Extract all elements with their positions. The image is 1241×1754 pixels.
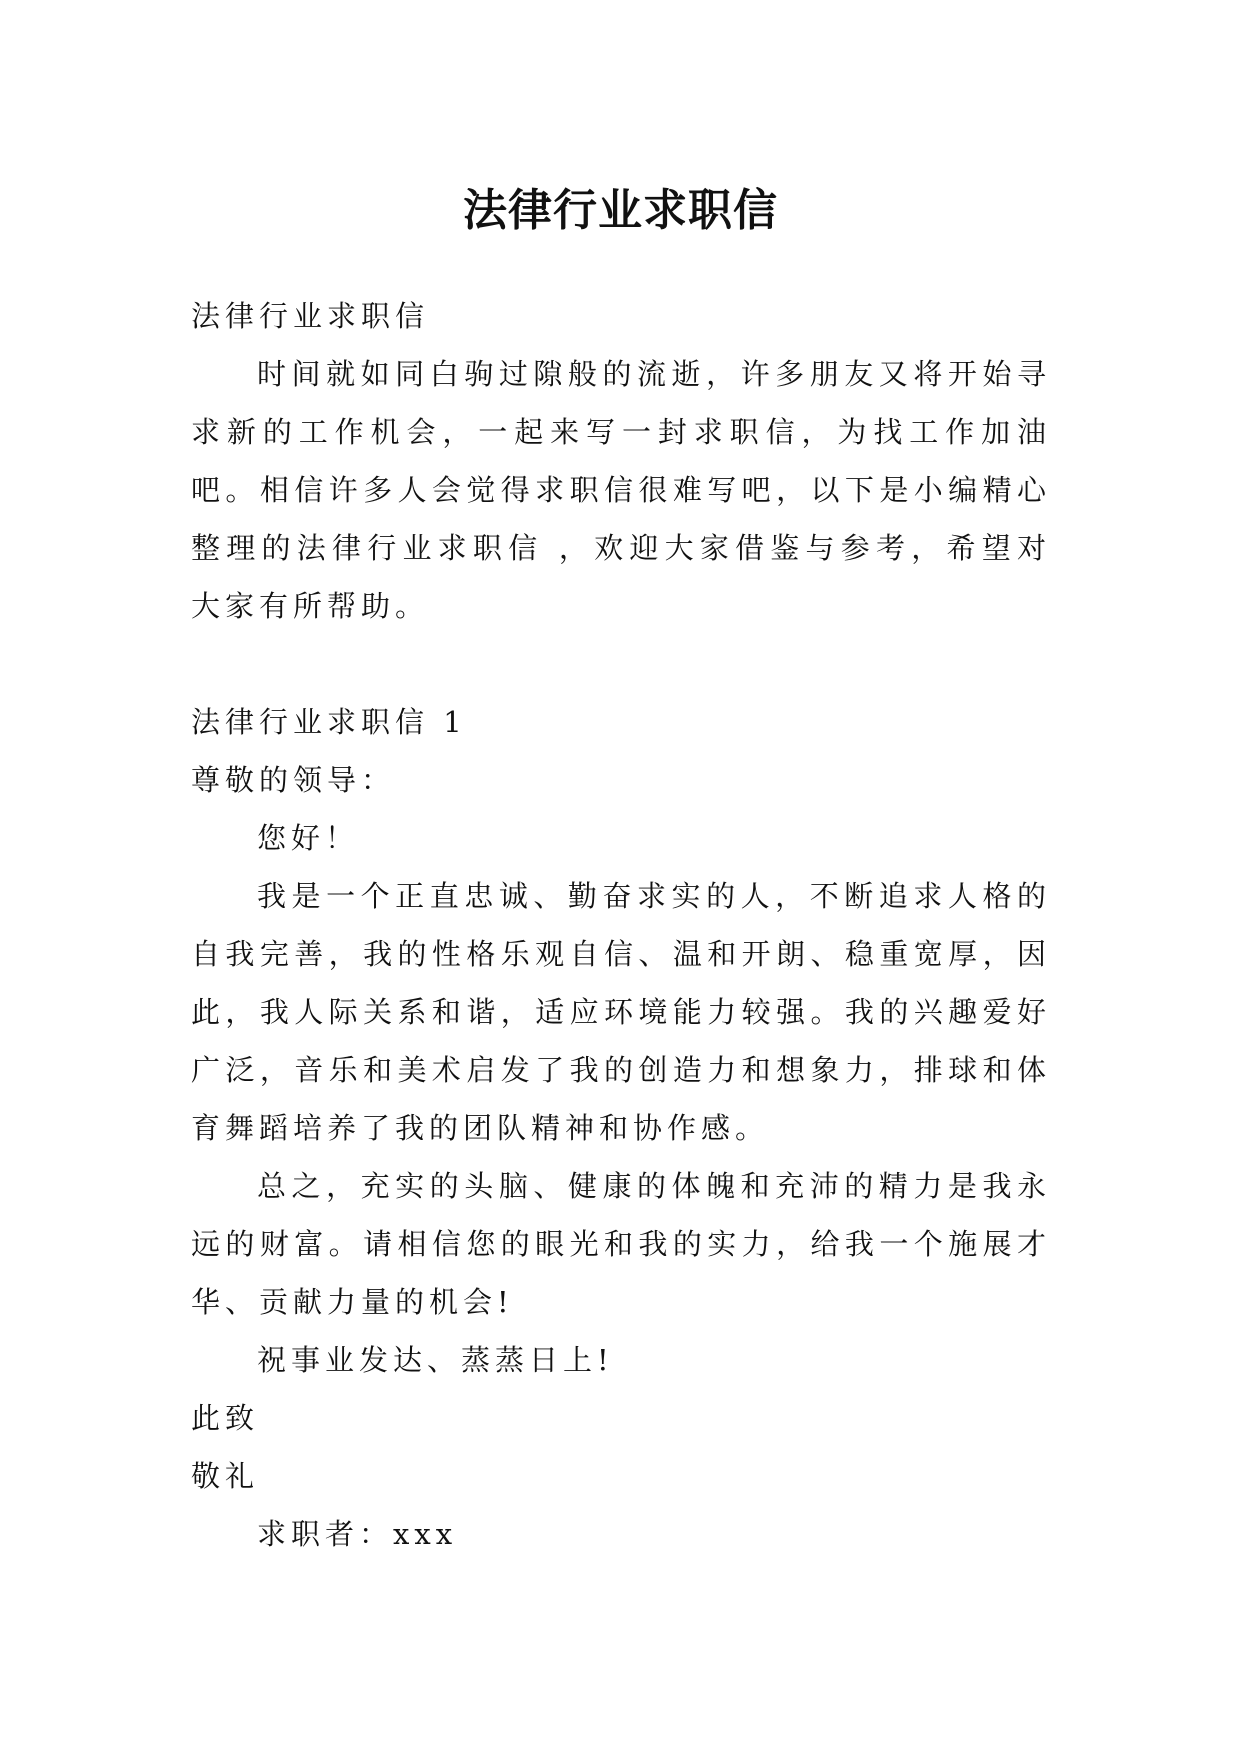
- letter-heading: 法律行业求职信 1: [191, 705, 467, 739]
- intro-paragraph: 时间就如同白驹过隙般的流逝，许多朋友又将开始寻求新的工作机会，一起来写一封求职信，为找工作加油吧。相信许多人会觉得求职信很难写吧，以下是小编精心整理的法律行业求职信 ，欢迎大家借鉴与参考，希望对大家有所帮助。: [191, 357, 1051, 623]
- signature: 求职者：xxx: [257, 1517, 458, 1551]
- body-paragraph-2: 总之，充实的头脑、健康的体魄和充沛的精力是我永远的财富。请相信您的眼光和我的实力，给我一个施展才华、贡献力量的机会!: [191, 1169, 1051, 1319]
- intro-heading: 法律行业求职信: [191, 299, 430, 333]
- closing-line-1: 此致: [191, 1401, 260, 1435]
- section-spacer: [191, 635, 1051, 693]
- body-paragraph-1: 我是一个正直忠诚、勤奋求实的人，不断追求人格的自我完善，我的性格乐观自信、温和开朗、稳重宽厚，因此，我人际关系和谐，适应环境能力较强。我的兴趣爱好广泛，音乐和美术启发了我的创造力和想象力，排球和体育舞蹈培养了我的团队精神和协作感。: [191, 879, 1051, 1145]
- closing-line-2: 敬礼: [191, 1459, 260, 1493]
- document-title: 法律行业求职信: [463, 185, 778, 237]
- wish-line: 祝事业发达、蒸蒸日上!: [257, 1343, 614, 1377]
- greeting: 您好！: [257, 821, 360, 855]
- salutation: 尊敬的领导：: [191, 763, 396, 797]
- document-body: [191, 287, 1051, 1563]
